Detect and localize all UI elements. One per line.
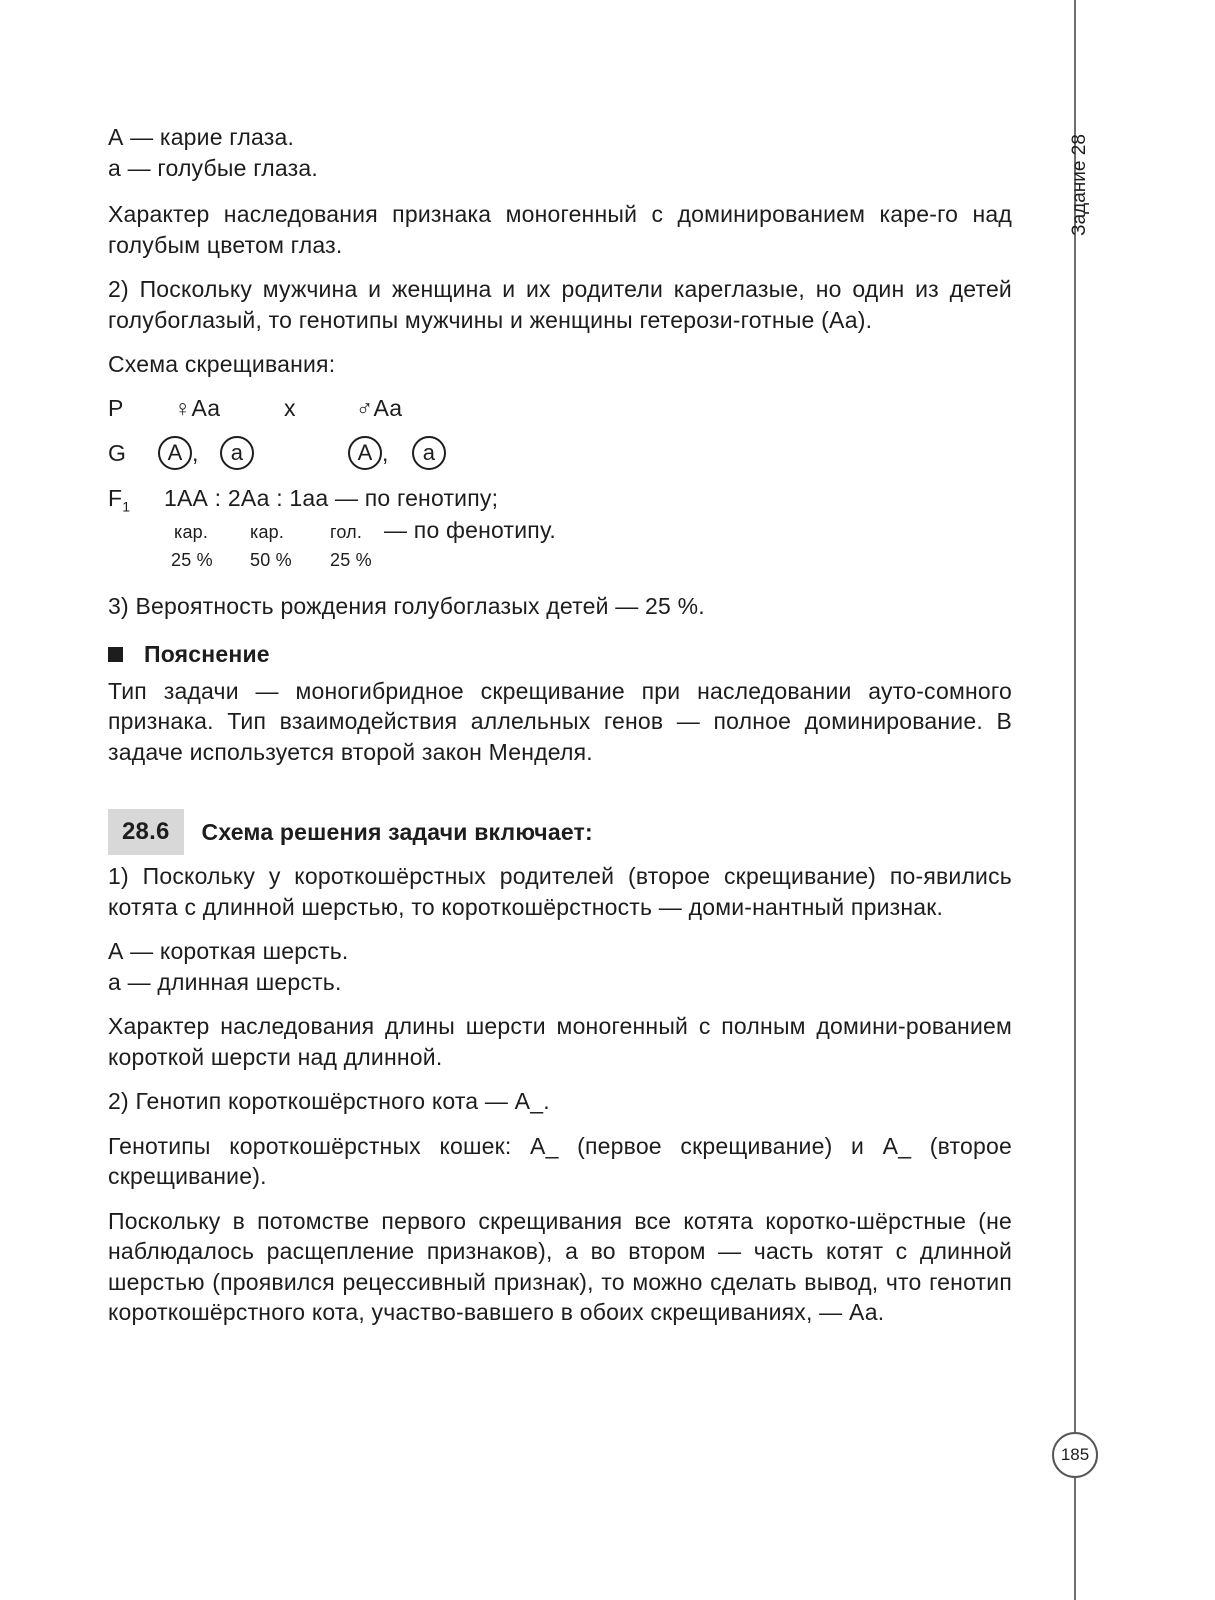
task-allele-recessive: а — длинная шерсть. xyxy=(108,968,342,995)
phenotype-blue: гол. xyxy=(330,521,363,542)
task-title: Схема решения задачи включает: xyxy=(201,818,593,845)
task-inheritance: Характер наследования длины шерсти моногенный с полным домини-рованием короткой шерсти над длинной. xyxy=(108,1013,1012,1070)
p-label: P xyxy=(108,394,124,421)
explanation-heading xyxy=(108,639,1012,670)
page-content xyxy=(108,122,1012,1328)
f1-label: $F_1$ xyxy=(108,484,131,515)
percent-value: 50 % xyxy=(250,549,292,570)
cross-scheme xyxy=(108,386,1012,575)
gamete-separator: , xyxy=(192,439,199,466)
gamete-circle: а xyxy=(220,436,254,470)
phenotype-brown: кар. xyxy=(250,521,285,542)
section-label: Задание 28 xyxy=(1069,134,1090,236)
allele-dominant: А — карие глаза. xyxy=(108,124,295,150)
percent-value: 25 % xyxy=(171,549,213,570)
parents-row xyxy=(108,386,1012,431)
inheritance-text: Характер наследования признака моногенный с доминированием каре-го над голубым цветом глаз. xyxy=(108,201,1012,258)
scheme-label: Схема скрещивания: xyxy=(108,351,336,377)
task-conclusion: Поскольку в потомстве первого скрещивания все котята коротко-шёрстные (не наблюдалось расщепление признаков), а во втором — часть котят с длинной шерстью (проявился рецессивный признак), то можно сделать вывод, что генотип короткошёрстного кота, участво-вавшего в обоих скрещиваниях, — Аа. xyxy=(108,1207,1012,1325)
percent-row xyxy=(108,545,1012,575)
g-label: G xyxy=(108,439,127,466)
cross-sign: х xyxy=(284,394,296,421)
phenotype-suffix: — по фенотипу. xyxy=(384,516,556,543)
task-point-1: 1) Поскольку у короткошёрстных родителей (второе скрещивание) по-явились котята с длинной шерстью, то короткошёрстность — доми-нантный признак. xyxy=(108,863,1012,920)
explanation-text: Тип задачи — моногибридное скрещивание при наследовании ауто-сомного признака. Тип взаимодействия аллельных генов — полное доминирование. В задаче используется второй закон Менделя. xyxy=(108,677,1012,765)
explanation-title: Пояснение xyxy=(144,641,270,667)
gamete-circle: А xyxy=(158,436,192,470)
page-number: 185 xyxy=(1052,1432,1098,1478)
task-allele-dominant: А — короткая шерсть. xyxy=(108,938,349,964)
task-heading xyxy=(108,809,1012,855)
point-2-text: 2) Поскольку мужчина и женщина и их родители кареглазые, но один из детей голубоглазый, то генотипы мужчины и женщины гетерози-готные (Аа). xyxy=(108,276,1012,333)
genotype-ratio: 1АА : 2Аа : 1аа — по генотипу; xyxy=(164,484,499,511)
task-point-2: 2) Генотип короткошёрстного кота — А_. xyxy=(108,1088,550,1114)
gamete-separator: , xyxy=(382,439,389,466)
allele-recessive: а — голубые глаза. xyxy=(108,154,318,181)
male-genotype: ♂Аа xyxy=(356,394,403,421)
bullet-square-icon xyxy=(108,647,123,662)
gamete-circle: а xyxy=(412,436,446,470)
female-genotype: ♀Аа xyxy=(174,394,221,421)
margin-rule xyxy=(1074,0,1076,1600)
task-female-genotypes: Генотипы короткошёрстных кошек: А_ (первое скрещивание) и А_ (второе скрещивание). xyxy=(108,1132,1012,1189)
gametes-row xyxy=(108,431,1012,476)
phenotype-row xyxy=(108,515,1012,545)
phenotype-brown: кар. xyxy=(174,521,209,542)
point-3-text: 3) Вероятность рождения голубоглазых детей — 25 %. xyxy=(108,592,705,619)
percent-value: 25 % xyxy=(330,549,372,570)
gamete-circle: А xyxy=(348,436,382,470)
task-number: 28.6 xyxy=(108,809,184,855)
